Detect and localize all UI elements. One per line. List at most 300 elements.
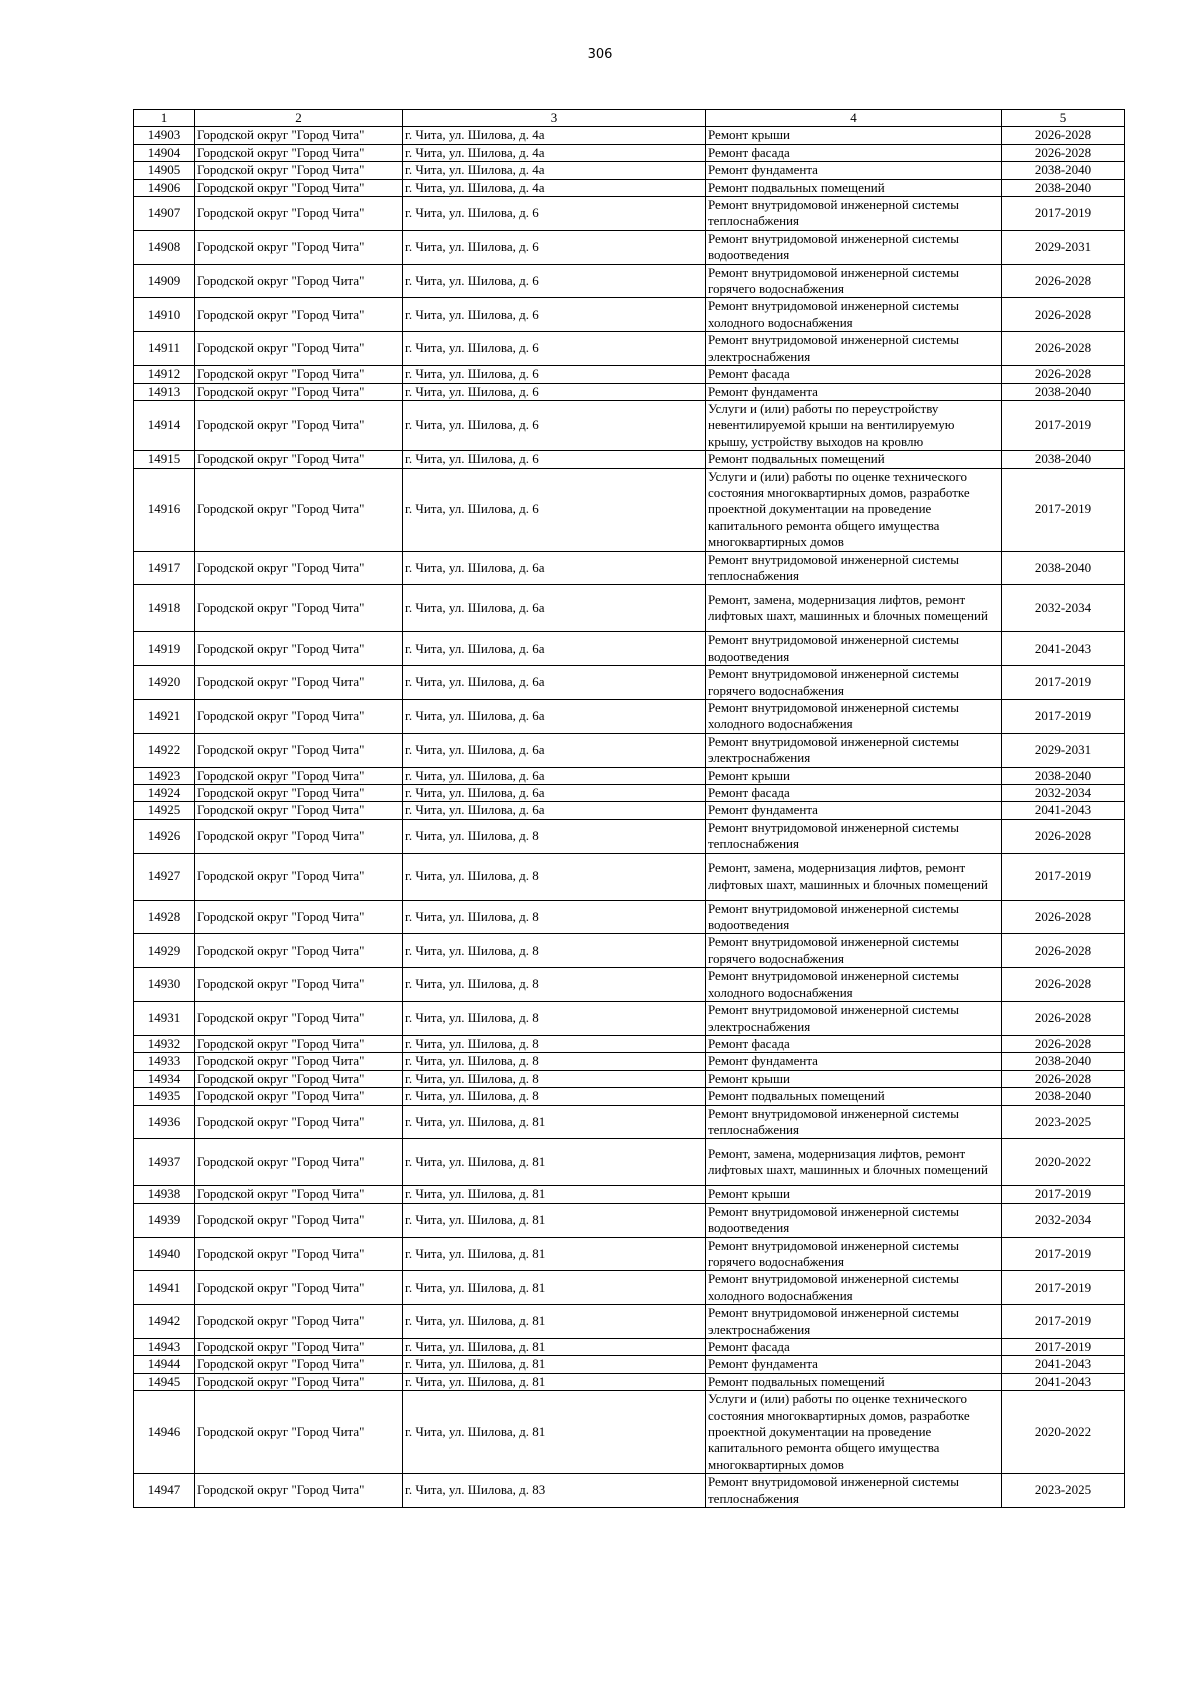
planned-period: 2038-2040 [1002, 162, 1125, 179]
building-address: г. Чита, ул. Шилова, д. 81 [403, 1105, 706, 1139]
work-type [706, 551, 1002, 585]
row-number: 14907 [134, 197, 195, 231]
work-type-line: Ремонт внутридомовой инженерной системы [708, 1002, 959, 1018]
row-number: 14944 [134, 1356, 195, 1373]
work-type [706, 332, 1002, 366]
table-row [134, 298, 1125, 332]
planned-period: 2020-2022 [1002, 1139, 1125, 1186]
building-address: г. Чита, ул. Шилова, д. 8 [403, 1070, 706, 1087]
table-row [134, 332, 1125, 366]
planned-period: 2026-2028 [1002, 332, 1125, 366]
municipality: Городской округ "Город Чита" [195, 1070, 403, 1087]
work-type-line: капитального ремонта общего имущества [708, 517, 940, 533]
table-row [134, 1305, 1125, 1339]
work-type [706, 1391, 1002, 1474]
table-row [134, 819, 1125, 853]
planned-period: 2017-2019 [1002, 1186, 1125, 1203]
planned-period: 2032-2034 [1002, 585, 1125, 632]
planned-period: 2017-2019 [1002, 1305, 1125, 1339]
work-type-line: Ремонт фасада [708, 1339, 790, 1354]
table-row [134, 127, 1125, 144]
planned-period: 2029-2031 [1002, 230, 1125, 264]
work-type [706, 1088, 1002, 1105]
planned-period: 2041-2043 [1002, 1356, 1125, 1373]
work-type-line: Услуги и (или) работы по оценке технического [708, 1391, 967, 1407]
row-number: 14905 [134, 162, 195, 179]
work-type-line: состояния многоквартирных домов, разработке [708, 1407, 970, 1423]
municipality: Городской округ "Город Чита" [195, 700, 403, 734]
row-number: 14906 [134, 179, 195, 196]
work-type-line: Услуги и (или) работы по оценке технического [708, 468, 967, 484]
work-type-line: Ремонт фасада [708, 785, 790, 801]
column-header: 1 [134, 110, 195, 127]
municipality: Городской округ "Город Чита" [195, 767, 403, 784]
work-type-line: Ремонт внутридомовой инженерной системы [708, 332, 959, 348]
table-row [134, 1339, 1125, 1356]
municipality: Городской округ "Город Чита" [195, 934, 403, 968]
table-row [134, 551, 1125, 585]
table-row [134, 1053, 1125, 1070]
row-number: 14903 [134, 127, 195, 144]
work-type [706, 1002, 1002, 1036]
building-address: г. Чита, ул. Шилова, д. 6 [403, 264, 706, 298]
table-row [134, 700, 1125, 734]
row-number: 14912 [134, 366, 195, 383]
work-type-line: теплоснабжения [708, 213, 799, 229]
building-address: г. Чита, ул. Шилова, д. 8 [403, 1035, 706, 1052]
table-row [134, 179, 1125, 196]
municipality: Городской округ "Город Чита" [195, 1105, 403, 1139]
work-type-line: теплоснабжения [708, 836, 799, 852]
building-address: г. Чита, ул. Шилова, д. 6а [403, 666, 706, 700]
building-address: г. Чита, ул. Шилова, д. 6а [403, 551, 706, 585]
planned-period: 2026-2028 [1002, 264, 1125, 298]
building-address: г. Чита, ул. Шилова, д. 4а [403, 127, 706, 144]
row-number: 14919 [134, 632, 195, 666]
table-row [134, 366, 1125, 383]
work-type-line: Услуги и (или) работы по переустройству [708, 400, 939, 416]
work-type-line: многоквартирных домов [708, 1456, 844, 1472]
planned-period: 2017-2019 [1002, 853, 1125, 900]
row-number: 14913 [134, 383, 195, 400]
row-number: 14935 [134, 1088, 195, 1105]
building-address: г. Чита, ул. Шилова, д. 6а [403, 802, 706, 819]
building-address: г. Чита, ул. Шилова, д. 6 [403, 451, 706, 468]
building-address: г. Чита, ул. Шилова, д. 6а [403, 700, 706, 734]
work-type-line: Ремонт фундамента [708, 1053, 818, 1069]
planned-period: 2017-2019 [1002, 468, 1125, 551]
work-type [706, 934, 1002, 968]
work-type-line: Ремонт крыши [708, 767, 790, 783]
work-type [706, 1373, 1002, 1390]
building-address: г. Чита, ул. Шилова, д. 8 [403, 934, 706, 968]
work-type [706, 1053, 1002, 1070]
municipality: Городской округ "Город Чита" [195, 819, 403, 853]
work-type-line: Ремонт, замена, модернизация лифтов, ремонт [708, 860, 966, 876]
table-row [134, 767, 1125, 784]
municipality: Городской округ "Город Чита" [195, 1035, 403, 1052]
work-type [706, 585, 1002, 632]
work-type [706, 785, 1002, 802]
planned-period: 2017-2019 [1002, 1271, 1125, 1305]
municipality: Городской округ "Город Чита" [195, 802, 403, 819]
planned-period: 2038-2040 [1002, 1088, 1125, 1105]
municipality: Городской округ "Город Чита" [195, 298, 403, 332]
work-type [706, 1070, 1002, 1087]
work-type-line: Ремонт внутридомовой инженерной системы [708, 1271, 959, 1287]
building-address: г. Чита, ул. Шилова, д. 6 [403, 332, 706, 366]
row-number: 14941 [134, 1271, 195, 1305]
row-number: 14924 [134, 785, 195, 802]
building-address: г. Чита, ул. Шилова, д. 8 [403, 1088, 706, 1105]
table-row [134, 1271, 1125, 1305]
work-type-line: проектной документации на проведение [708, 1424, 932, 1440]
work-type-line: Ремонт внутридомовой инженерной системы [708, 1305, 959, 1321]
table-row [134, 785, 1125, 802]
building-address: г. Чита, ул. Шилова, д. 6 [403, 383, 706, 400]
planned-period: 2017-2019 [1002, 700, 1125, 734]
work-type-line: Ремонт фундамента [708, 383, 818, 399]
building-address: г. Чита, ул. Шилова, д. 8 [403, 1053, 706, 1070]
planned-period: 2032-2034 [1002, 785, 1125, 802]
planned-period: 2038-2040 [1002, 179, 1125, 196]
table-row [134, 400, 1125, 450]
building-address: г. Чита, ул. Шилова, д. 81 [403, 1271, 706, 1305]
planned-period: 2017-2019 [1002, 400, 1125, 450]
building-address: г. Чита, ул. Шилова, д. 81 [403, 1186, 706, 1203]
work-type-line: Ремонт внутридомовой инженерной системы [708, 700, 959, 715]
work-type-line: Ремонт крыши [708, 1186, 790, 1202]
work-type-line: Ремонт внутридомовой инженерной системы [708, 733, 959, 749]
work-type-line: невентилируемой крыши на вентилируемую [708, 417, 955, 433]
work-type-line: Ремонт фундамента [708, 162, 818, 178]
work-type-line: горячего водоснабжения [708, 1253, 844, 1269]
work-type [706, 900, 1002, 934]
work-type-line: водоотведения [708, 247, 790, 263]
row-number: 14926 [134, 819, 195, 853]
work-type-line: теплоснабжения [708, 1121, 799, 1137]
work-type [706, 400, 1002, 450]
planned-period: 2026-2028 [1002, 144, 1125, 161]
planned-period: 2041-2043 [1002, 802, 1125, 819]
work-type-line: Ремонт фасада [708, 366, 790, 382]
column-header: 3 [403, 110, 706, 127]
municipality: Городской округ "Город Чита" [195, 468, 403, 551]
planned-period: 2026-2028 [1002, 1070, 1125, 1087]
work-type-line: лифтовых шахт, машинных и блочных помещений [708, 1162, 988, 1178]
work-type [706, 468, 1002, 551]
table-row [134, 802, 1125, 819]
building-address: г. Чита, ул. Шилова, д. 8 [403, 853, 706, 900]
municipality: Городской округ "Город Чита" [195, 383, 403, 400]
municipality: Городской округ "Город Чита" [195, 1373, 403, 1390]
work-type-line: Ремонт фасада [708, 144, 790, 160]
building-address: г. Чита, ул. Шилова, д. 6 [403, 298, 706, 332]
municipality: Городской округ "Город Чита" [195, 264, 403, 298]
building-address: г. Чита, ул. Шилова, д. 6а [403, 767, 706, 784]
municipality: Городской округ "Город Чита" [195, 144, 403, 161]
table-row [134, 968, 1125, 1002]
work-type-line: Ремонт подвальных помещений [708, 179, 885, 195]
table-row [134, 733, 1125, 767]
table-row [134, 632, 1125, 666]
work-type-line: электроснабжения [708, 348, 811, 364]
municipality: Городской округ "Город Чита" [195, 332, 403, 366]
municipality: Городской округ "Город Чита" [195, 1186, 403, 1203]
building-address: г. Чита, ул. Шилова, д. 81 [403, 1203, 706, 1237]
work-type-line: Ремонт, замена, модернизация лифтов, ремонт [708, 1145, 966, 1161]
municipality: Городской округ "Город Чита" [195, 785, 403, 802]
row-number: 14945 [134, 1373, 195, 1390]
table-row [134, 1035, 1125, 1052]
row-number: 14938 [134, 1186, 195, 1203]
table-row [134, 1237, 1125, 1271]
work-type [706, 298, 1002, 332]
planned-period: 2026-2028 [1002, 819, 1125, 853]
work-type-line: Ремонт внутридомовой инженерной системы [708, 1474, 959, 1490]
work-type-line: Ремонт фундамента [708, 1356, 818, 1372]
work-type-line: холодного водоснабжения [708, 716, 853, 732]
work-type-line: Ремонт внутридомовой инженерной системы [708, 819, 959, 835]
row-number: 14946 [134, 1391, 195, 1474]
work-type-line: теплоснабжения [708, 1490, 799, 1506]
municipality: Городской округ "Город Чита" [195, 1271, 403, 1305]
table-row [134, 934, 1125, 968]
work-type [706, 968, 1002, 1002]
work-type [706, 1186, 1002, 1203]
building-address: г. Чита, ул. Шилова, д. 81 [403, 1391, 706, 1474]
column-header: 4 [706, 110, 1002, 127]
planned-period: 2032-2034 [1002, 1203, 1125, 1237]
building-address: г. Чита, ул. Шилова, д. 81 [403, 1339, 706, 1356]
table-row [134, 1203, 1125, 1237]
building-address: г. Чита, ул. Шилова, д. 6 [403, 230, 706, 264]
municipality: Городской округ "Город Чита" [195, 551, 403, 585]
planned-period: 2026-2028 [1002, 1035, 1125, 1052]
table-body [134, 127, 1125, 1508]
building-address: г. Чита, ул. Шилова, д. 81 [403, 1237, 706, 1271]
municipality: Городской округ "Город Чита" [195, 968, 403, 1002]
row-number: 14911 [134, 332, 195, 366]
municipality: Городской округ "Город Чита" [195, 451, 403, 468]
building-address: г. Чита, ул. Шилова, д. 81 [403, 1356, 706, 1373]
building-address: г. Чита, ул. Шилова, д. 4а [403, 179, 706, 196]
work-type [706, 853, 1002, 900]
column-header: 5 [1002, 110, 1125, 127]
row-number: 14933 [134, 1053, 195, 1070]
table-row [134, 1070, 1125, 1087]
work-type-line: Ремонт внутридомовой инженерной системы [708, 551, 959, 567]
table-row [134, 1373, 1125, 1390]
municipality: Городской округ "Город Чита" [195, 666, 403, 700]
column-number-row [134, 110, 1125, 127]
table-row [134, 1356, 1125, 1373]
row-number: 14918 [134, 585, 195, 632]
row-number: 14920 [134, 666, 195, 700]
table-row [134, 853, 1125, 900]
municipality: Городской округ "Город Чита" [195, 1356, 403, 1373]
work-type-line: проектной документации на проведение [708, 501, 932, 517]
table-row [134, 1088, 1125, 1105]
work-type-line: Ремонт внутридомовой инженерной системы [708, 632, 959, 648]
work-type [706, 1339, 1002, 1356]
row-number: 14916 [134, 468, 195, 551]
work-type-line: холодного водоснабжения [708, 984, 853, 1000]
work-type [706, 451, 1002, 468]
municipality: Городской округ "Город Чита" [195, 733, 403, 767]
work-type [706, 700, 1002, 734]
planned-period: 2038-2040 [1002, 767, 1125, 784]
municipality: Городской округ "Город Чита" [195, 162, 403, 179]
planned-period: 2026-2028 [1002, 934, 1125, 968]
building-address: г. Чита, ул. Шилова, д. 6а [403, 632, 706, 666]
work-type [706, 264, 1002, 298]
table-row [134, 468, 1125, 551]
work-type-line: Ремонт внутридомовой инженерной системы [708, 230, 959, 246]
table-row [134, 264, 1125, 298]
row-number: 14928 [134, 900, 195, 934]
capital-repair-table [133, 109, 1125, 1508]
table-row [134, 230, 1125, 264]
table-row [134, 162, 1125, 179]
municipality: Городской округ "Город Чита" [195, 585, 403, 632]
work-type [706, 1237, 1002, 1271]
building-address: г. Чита, ул. Шилова, д. 4а [403, 162, 706, 179]
work-type-line: Ремонт внутридомовой инженерной системы [708, 934, 959, 950]
work-type-line: Ремонт, замена, модернизация лифтов, ремонт [708, 591, 966, 607]
building-address: г. Чита, ул. Шилова, д. 8 [403, 819, 706, 853]
column-header: 2 [195, 110, 403, 127]
work-type-line: Ремонт внутридомовой инженерной системы [708, 968, 959, 984]
work-type [706, 1105, 1002, 1139]
work-type-line: электроснабжения [708, 1321, 811, 1337]
row-number: 14947 [134, 1474, 195, 1508]
row-number: 14932 [134, 1035, 195, 1052]
work-type [706, 666, 1002, 700]
work-type [706, 1271, 1002, 1305]
work-type [706, 127, 1002, 144]
municipality: Городской округ "Город Чита" [195, 1237, 403, 1271]
building-address: г. Чита, ул. Шилова, д. 81 [403, 1305, 706, 1339]
table-row [134, 197, 1125, 231]
work-type-line: водоотведения [708, 648, 790, 664]
work-type-line: Ремонт крыши [708, 1070, 790, 1086]
work-type-line: Ремонт подвальных помещений [708, 1088, 885, 1104]
work-type [706, 733, 1002, 767]
work-type-line: горячего водоснабжения [708, 682, 844, 698]
work-type-line: теплоснабжения [708, 567, 799, 583]
municipality: Городской округ "Город Чита" [195, 1339, 403, 1356]
work-type [706, 383, 1002, 400]
municipality: Городской округ "Город Чита" [195, 900, 403, 934]
planned-period: 2026-2028 [1002, 900, 1125, 934]
work-type-line: состояния многоквартирных домов, разработке [708, 484, 970, 500]
row-number: 14936 [134, 1105, 195, 1139]
building-address: г. Чита, ул. Шилова, д. 6а [403, 733, 706, 767]
building-address: г. Чита, ул. Шилова, д. 81 [403, 1373, 706, 1390]
planned-period: 2026-2028 [1002, 366, 1125, 383]
municipality: Городской округ "Город Чита" [195, 1139, 403, 1186]
building-address: г. Чита, ул. Шилова, д. 6 [403, 400, 706, 450]
work-type-line: Ремонт внутридомовой инженерной системы [708, 666, 959, 682]
work-type-line: холодного водоснабжения [708, 1287, 853, 1303]
row-number: 14904 [134, 144, 195, 161]
building-address: г. Чита, ул. Шилова, д. 6а [403, 585, 706, 632]
page-number: 306 [587, 47, 613, 62]
row-number: 14937 [134, 1139, 195, 1186]
work-type [706, 1356, 1002, 1373]
work-type-line: холодного водоснабжения [708, 314, 853, 330]
planned-period: 2023-2025 [1002, 1105, 1125, 1139]
work-type-line: Ремонт внутридомовой инженерной системы [708, 197, 959, 213]
table-row [134, 383, 1125, 400]
work-type-line: Ремонт внутридомовой инженерной системы [708, 1237, 959, 1253]
work-type [706, 819, 1002, 853]
work-type [706, 162, 1002, 179]
work-type-line: капитального ремонта общего имущества [708, 1440, 940, 1456]
work-type [706, 767, 1002, 784]
municipality: Городской округ "Город Чита" [195, 853, 403, 900]
municipality: Городской округ "Город Чита" [195, 1203, 403, 1237]
work-type-line: электроснабжения [708, 1018, 811, 1034]
work-type-line: Ремонт внутридомовой инженерной системы [708, 264, 959, 280]
row-number: 14909 [134, 264, 195, 298]
table-row [134, 666, 1125, 700]
municipality: Городской округ "Город Чита" [195, 1305, 403, 1339]
municipality: Городской округ "Город Чита" [195, 400, 403, 450]
building-address: г. Чита, ул. Шилова, д. 8 [403, 968, 706, 1002]
table-row [134, 900, 1125, 934]
work-type [706, 144, 1002, 161]
municipality: Городской округ "Город Чита" [195, 197, 403, 231]
row-number: 14910 [134, 298, 195, 332]
building-address: г. Чита, ул. Шилова, д. 6 [403, 468, 706, 551]
planned-period: 2038-2040 [1002, 451, 1125, 468]
building-address: г. Чита, ул. Шилова, д. 8 [403, 900, 706, 934]
building-address: г. Чита, ул. Шилова, д. 4а [403, 144, 706, 161]
work-type [706, 1305, 1002, 1339]
planned-period: 2017-2019 [1002, 197, 1125, 231]
table-row [134, 1139, 1125, 1186]
planned-period: 2026-2028 [1002, 968, 1125, 1002]
planned-period: 2026-2028 [1002, 298, 1125, 332]
planned-period: 2020-2022 [1002, 1391, 1125, 1474]
work-type-line: электроснабжения [708, 750, 811, 766]
building-address: г. Чита, ул. Шилова, д. 81 [403, 1139, 706, 1186]
municipality: Городской округ "Город Чита" [195, 1053, 403, 1070]
planned-period: 2017-2019 [1002, 1339, 1125, 1356]
work-type-line: горячего водоснабжения [708, 950, 844, 966]
table-row [134, 451, 1125, 468]
building-address: г. Чита, ул. Шилова, д. 83 [403, 1474, 706, 1508]
row-number: 14914 [134, 400, 195, 450]
work-type-line: Ремонт внутридомовой инженерной системы [708, 298, 959, 314]
work-type-line: Ремонт внутридомовой инженерной системы [708, 1105, 959, 1121]
building-address: г. Чита, ул. Шилова, д. 8 [403, 1002, 706, 1036]
work-type-line: крышу, устройству выходов на кровлю [708, 433, 924, 449]
work-type [706, 197, 1002, 231]
work-type [706, 632, 1002, 666]
table-row [134, 1002, 1125, 1036]
row-number: 14915 [134, 451, 195, 468]
municipality: Городской округ "Город Чита" [195, 1391, 403, 1474]
municipality: Городской округ "Город Чита" [195, 127, 403, 144]
work-type-line: лифтовых шахт, машинных и блочных помещений [708, 608, 988, 624]
row-number: 14927 [134, 853, 195, 900]
planned-period: 2017-2019 [1002, 666, 1125, 700]
work-type-line: водоотведения [708, 1220, 790, 1236]
planned-period: 2023-2025 [1002, 1474, 1125, 1508]
